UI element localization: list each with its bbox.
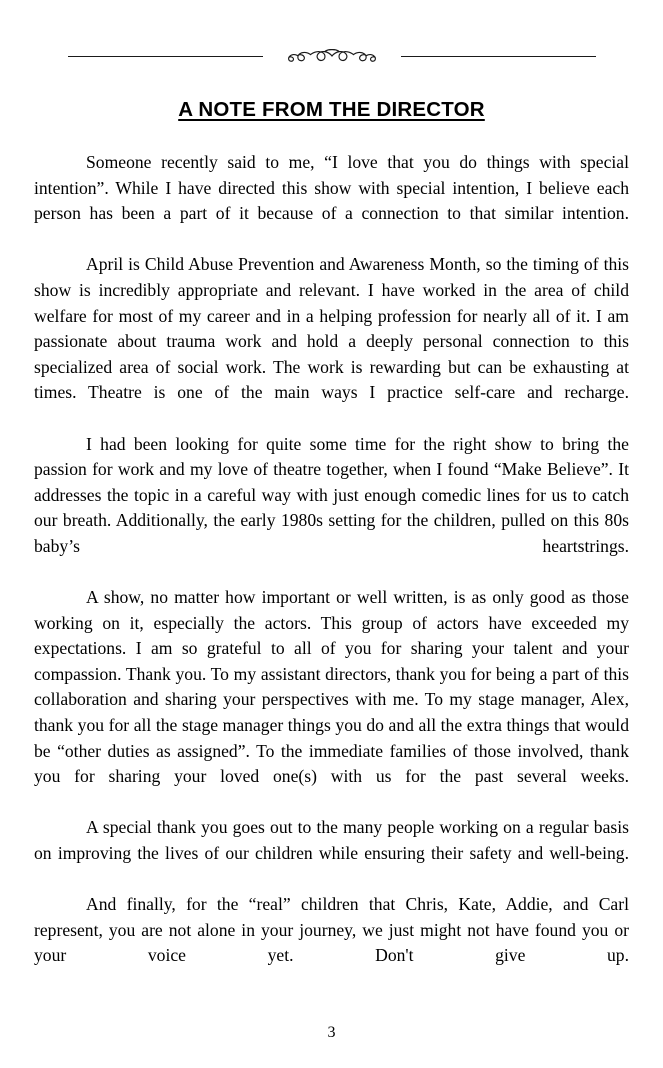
- page-title: A NOTE FROM THE DIRECTOR: [178, 98, 485, 121]
- paragraph: Someone recently said to me, “I love that you do things with special intention”. While I have directed this show with special intention, I believe each person has been a part of it because of a connection to that similar intention.: [34, 152, 629, 224]
- divider-line-right: [401, 56, 596, 57]
- paragraph: A special thank you goes out to the many people working on a regular basis on improving the lives of our children while ensuring their safety and well-being.: [34, 817, 629, 864]
- paragraph: And finally, for the “real” children that Chris, Kate, Addie, and Carl represent, you are not alone in your journey, we just might not have found you or your voice yet. Don't give up.: [34, 894, 629, 966]
- paragraph: April is Child Abuse Prevention and Awareness Month, so the timing of this show is incredibly appropriate and relevant. I have worked in the area of child welfare for most of my career and in a helping profession for nearly all of it. I am passionate about trauma work and hold a deeply personal connection to this specialized area of social work. The work is rewarding but can be exhausting at times. Theatre is one of the main ways I practice self-care and recharge.: [34, 254, 629, 403]
- director-note-body: [34, 150, 629, 995]
- page-number: 3: [327, 1024, 336, 1041]
- flourish-icon: [263, 43, 401, 69]
- ornamental-divider: [34, 44, 629, 68]
- divider-line-left: [68, 56, 263, 57]
- paragraph: I had been looking for quite some time for the right show to bring the passion for work and my love of theatre together, when I found “Make Believe”. It addresses the topic in a careful way with just enough comedic lines for us to catch our breath. Additionally, the early 1980s setting for the children, pulled on this 80s baby’s heartstrings.: [34, 433, 629, 556]
- document-page: [0, 44, 663, 1068]
- paragraph: A show, no matter how important or well written, is as only good as those working on it, especially the actors. This group of actors have exceeded my expectations. I am so grateful to all of you for sharing your talent and your compassion. Thank you. To my assistant directors, thank you for being a part of this collaboration and sharing your perspectives with me. To my stage manager, Alex, thank you for all the stage manager things you do and all the extra things that would be “other duties as assigned”. To the immediate families of those involved, thank you for sharing your loved one(s) with us for the past several weeks.: [34, 587, 629, 787]
